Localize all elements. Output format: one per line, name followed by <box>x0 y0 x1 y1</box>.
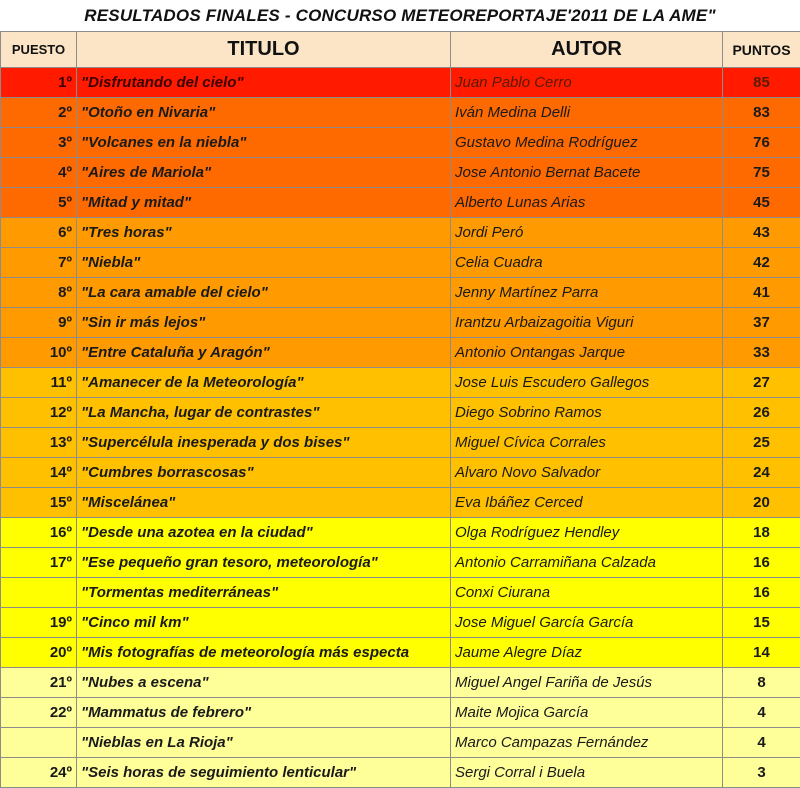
cell-titulo: "Tormentas mediterráneas" <box>77 578 451 608</box>
table-row <box>1 728 800 758</box>
table-row <box>1 488 800 518</box>
cell-titulo: "Mammatus de febrero" <box>77 698 451 728</box>
header-row <box>1 32 800 68</box>
cell-titulo: "Cinco mil km" <box>77 608 451 638</box>
cell-titulo: "Ese pequeño gran tesoro, meteorología" <box>77 548 451 578</box>
table-row <box>1 188 800 218</box>
table-row <box>1 698 800 728</box>
cell-autor: Alberto Lunas Arias <box>451 188 723 218</box>
cell-puntos: 76 <box>723 128 800 158</box>
cell-puntos: 26 <box>723 398 800 428</box>
cell-autor: Miguel Cívica Corrales <box>451 428 723 458</box>
cell-autor: Iván Medina Delli <box>451 98 723 128</box>
cell-puntos: 4 <box>723 728 800 758</box>
cell-titulo: "Mis fotografías de meteorología más especta <box>77 638 451 668</box>
table-row <box>1 248 800 278</box>
cell-puntos: 83 <box>723 98 800 128</box>
cell-puesto: 14º <box>1 458 77 488</box>
table-row <box>1 68 800 98</box>
cell-autor: Jenny Martínez Parra <box>451 278 723 308</box>
cell-autor: Marco Campazas Fernández <box>451 728 723 758</box>
cell-autor: Juan Pablo Cerro <box>451 68 723 98</box>
table-row <box>1 338 800 368</box>
cell-autor: Irantzu Arbaizagoitia Viguri <box>451 308 723 338</box>
table-row <box>1 638 800 668</box>
cell-puesto: 17º <box>1 548 77 578</box>
cell-puesto: 15º <box>1 488 77 518</box>
cell-titulo: "Niebla" <box>77 248 451 278</box>
cell-puesto: 22º <box>1 698 77 728</box>
table-row <box>1 128 800 158</box>
cell-puesto <box>1 728 77 758</box>
table-row <box>1 158 800 188</box>
cell-puesto: 1º <box>1 68 77 98</box>
cell-autor: Jaume Alegre Díaz <box>451 638 723 668</box>
cell-autor: Jose Luis Escudero Gallegos <box>451 368 723 398</box>
cell-autor: Maite Mojica García <box>451 698 723 728</box>
cell-puntos: 8 <box>723 668 800 698</box>
cell-puesto: 9º <box>1 308 77 338</box>
cell-autor: Celia Cuadra <box>451 248 723 278</box>
column-header-puntos: PUNTOS <box>723 32 800 68</box>
cell-titulo: "Sin ir más lejos" <box>77 308 451 338</box>
cell-titulo: "Nieblas en La Rioja" <box>77 728 451 758</box>
cell-puntos: 16 <box>723 548 800 578</box>
column-header-autor: AUTOR <box>451 32 723 68</box>
page-title: RESULTADOS FINALES - CONCURSO METEOREPORTAJE'2011 DE LA AME" <box>0 0 800 31</box>
table-row <box>1 278 800 308</box>
cell-titulo: "Amanecer de la Meteorología" <box>77 368 451 398</box>
cell-puesto: 12º <box>1 398 77 428</box>
cell-autor: Eva Ibáñez Cerced <box>451 488 723 518</box>
cell-titulo: "Miscelánea" <box>77 488 451 518</box>
cell-puntos: 4 <box>723 698 800 728</box>
cell-puesto: 21º <box>1 668 77 698</box>
cell-autor: Antonio Ontangas Jarque <box>451 338 723 368</box>
cell-autor: Jose Miguel García García <box>451 608 723 638</box>
cell-puesto: 16º <box>1 518 77 548</box>
cell-puesto: 8º <box>1 278 77 308</box>
cell-autor: Jose Antonio Bernat Bacete <box>451 158 723 188</box>
cell-titulo: "La Mancha, lugar de contrastes" <box>77 398 451 428</box>
cell-puesto: 2º <box>1 98 77 128</box>
table-row <box>1 518 800 548</box>
cell-titulo: "Nubes a escena" <box>77 668 451 698</box>
cell-puntos: 45 <box>723 188 800 218</box>
cell-puntos: 37 <box>723 308 800 338</box>
cell-titulo: "Desde una azotea en la ciudad" <box>77 518 451 548</box>
table-row <box>1 458 800 488</box>
column-header-titulo: TITULO <box>77 32 451 68</box>
cell-puntos: 42 <box>723 248 800 278</box>
cell-titulo: "Otoño en Nivaria" <box>77 98 451 128</box>
cell-autor: Gustavo Medina Rodríguez <box>451 128 723 158</box>
cell-puntos: 25 <box>723 428 800 458</box>
cell-autor: Antonio Carramiñana Calzada <box>451 548 723 578</box>
cell-autor: Miguel Angel Fariña de Jesús <box>451 668 723 698</box>
cell-puesto: 7º <box>1 248 77 278</box>
cell-puntos: 85 <box>723 68 800 98</box>
cell-puntos: 18 <box>723 518 800 548</box>
cell-titulo: "Tres horas" <box>77 218 451 248</box>
cell-puesto: 24º <box>1 758 77 788</box>
table-row <box>1 578 800 608</box>
cell-autor: Olga Rodríguez Hendley <box>451 518 723 548</box>
table-row <box>1 428 800 458</box>
cell-puesto: 13º <box>1 428 77 458</box>
cell-titulo: "La cara amable del cielo" <box>77 278 451 308</box>
cell-titulo: "Seis horas de seguimiento lenticular" <box>77 758 451 788</box>
cell-autor: Alvaro Novo Salvador <box>451 458 723 488</box>
table-row <box>1 218 800 248</box>
cell-puntos: 16 <box>723 578 800 608</box>
cell-puesto: 20º <box>1 638 77 668</box>
table-row <box>1 98 800 128</box>
cell-puesto: 11º <box>1 368 77 398</box>
cell-puntos: 14 <box>723 638 800 668</box>
table-row <box>1 608 800 638</box>
cell-puesto: 5º <box>1 188 77 218</box>
cell-puntos: 27 <box>723 368 800 398</box>
cell-puntos: 43 <box>723 218 800 248</box>
results-table <box>0 31 800 788</box>
cell-titulo: "Entre Cataluña y Aragón" <box>77 338 451 368</box>
table-row <box>1 398 800 428</box>
column-header-puesto: PUESTO <box>1 32 77 68</box>
cell-puesto <box>1 578 77 608</box>
table-row <box>1 668 800 698</box>
cell-puntos: 33 <box>723 338 800 368</box>
cell-puntos: 75 <box>723 158 800 188</box>
table-row <box>1 548 800 578</box>
cell-autor: Jordi Peró <box>451 218 723 248</box>
results-body <box>1 68 800 788</box>
cell-titulo: "Volcanes en la niebla" <box>77 128 451 158</box>
cell-puesto: 19º <box>1 608 77 638</box>
cell-titulo: "Mitad y mitad" <box>77 188 451 218</box>
cell-puntos: 24 <box>723 458 800 488</box>
cell-titulo: "Aires de Mariola" <box>77 158 451 188</box>
table-row <box>1 368 800 398</box>
cell-autor: Sergi Corral i Buela <box>451 758 723 788</box>
cell-titulo: "Disfrutando del cielo" <box>77 68 451 98</box>
cell-titulo: "Cumbres borrascosas" <box>77 458 451 488</box>
cell-puntos: 20 <box>723 488 800 518</box>
table-row <box>1 308 800 338</box>
cell-puntos: 3 <box>723 758 800 788</box>
cell-autor: Conxi Ciurana <box>451 578 723 608</box>
cell-titulo: "Supercélula inesperada y dos bises" <box>77 428 451 458</box>
cell-puesto: 6º <box>1 218 77 248</box>
cell-puesto: 3º <box>1 128 77 158</box>
cell-puntos: 41 <box>723 278 800 308</box>
table-row <box>1 758 800 788</box>
cell-autor: Diego Sobrino Ramos <box>451 398 723 428</box>
cell-puntos: 15 <box>723 608 800 638</box>
cell-puesto: 10º <box>1 338 77 368</box>
cell-puesto: 4º <box>1 158 77 188</box>
